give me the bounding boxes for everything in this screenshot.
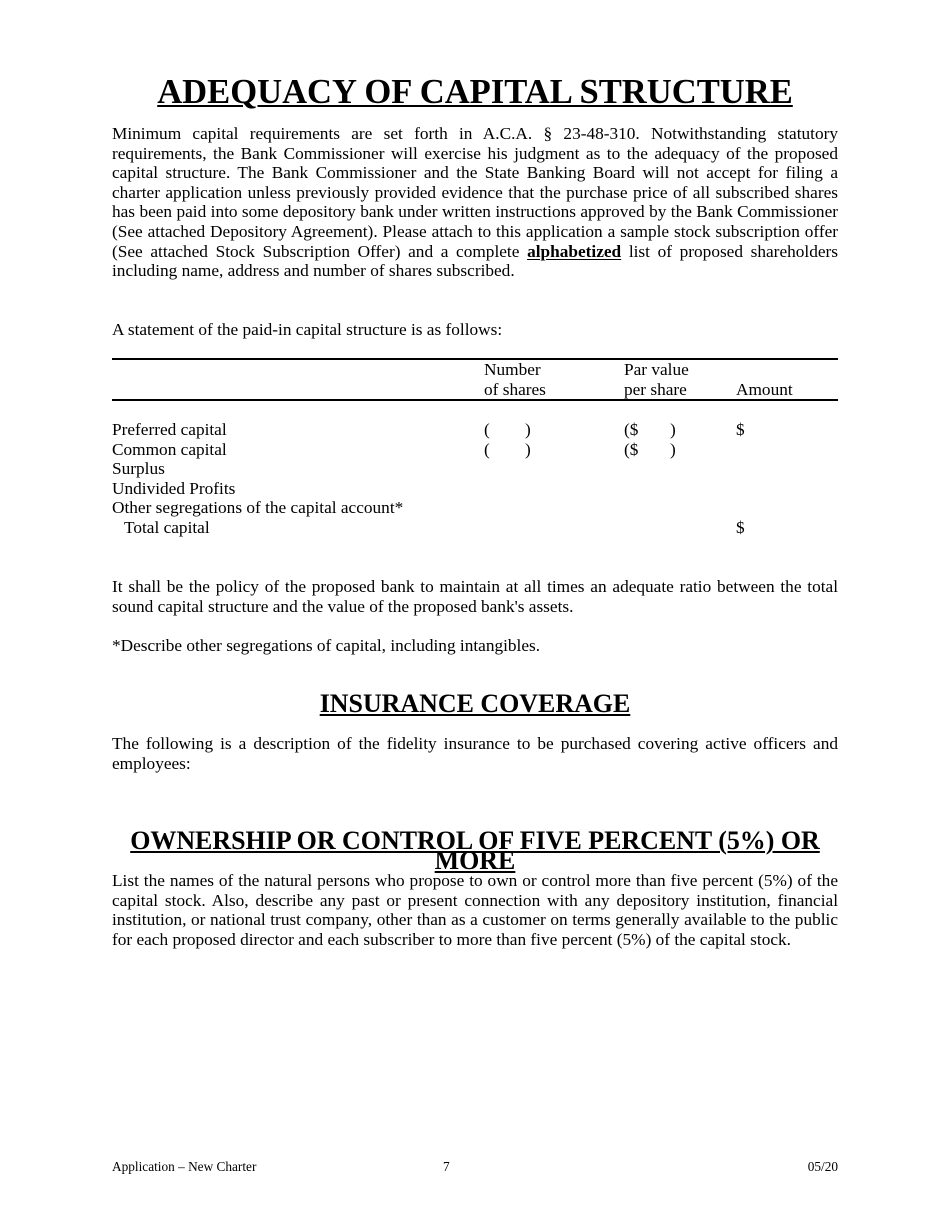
shares-close-paren: ) [525,440,531,459]
par-open: ($ [624,440,639,459]
shares-open-paren: ( [484,420,490,439]
policy-paragraph: It shall be the policy of the proposed bank to maintain at all times an adequate ratio between the total sound capital structure and the value of the proposed bank's assets. [112,577,838,616]
row-label: Preferred capital [112,420,227,439]
header-shares-line1: Number [484,360,541,379]
row-label: Other segregations of the capital account* [112,498,404,517]
footer-left: Application – New Charter [112,1159,257,1174]
row-label: Total capital [124,518,210,537]
footer-page-number: 7 [443,1159,450,1174]
header-par-line1: Par value [624,360,689,379]
ownership-paragraph: List the names of the natural persons who propose to own or control more than five percent (5%) of the capital stock. Also, describe any past or present connection with any depository institution, financial institution, or national trust company, other than as a customer on terms generally available to the public for each proposed director and each subscriber to more than five percent (5%) of the capital stock. [112,871,838,949]
par-open: ($ [624,420,639,439]
ownership-heading: OWNERSHIP OR CONTROL OF FIVE PERCENT (5%) OR MORE [130,826,820,875]
insurance-paragraph: The following is a description of the fidelity insurance to be purchased covering active officers and employees: [112,734,838,773]
header-amount: Amount [736,380,793,399]
capital-footnote: *Describe other segregations of capital, including intangibles. [112,636,541,655]
footer-date: 05/20 [807,1159,838,1174]
row-label: Surplus [112,459,165,478]
capital-requirements-paragraph [112,124,838,281]
row-label: Undivided Profits [112,479,236,498]
table-header-rule [112,399,838,401]
insurance-heading: INSURANCE COVERAGE [319,689,631,718]
shares-close-paren: ) [525,420,531,439]
capital-paragraph-text: Minimum capital requirements are set forth in A.C.A. § 23-48-310. Notwithstanding statutory requirements, the Bank Commissioner will exercise his judgment as to the adequacy of the proposed capital structure. The Bank Commissioner and the State Banking Board will not accept for filing a charter application unless previously provided evidence that the purchase price of all subscribed shares has been paid into some depository bank under written instructions approved by the Bank Commissioner (See attached Depository Agreement). Please attach to this application a sample stock subscription offer (See attached Stock Subscription Offer) and a complete [112,124,838,261]
table-top-rule [112,358,838,360]
header-shares-line2: of shares [484,380,546,399]
shares-open-paren: ( [484,440,490,459]
capital-structure-heading: ADEQUACY OF CAPITAL STRUCTURE [157,73,793,111]
document-page [112,0,838,1230]
header-par-line2: per share [624,380,687,399]
par-close-paren: ) [670,420,676,439]
statement-intro: A statement of the paid-in capital structure is as follows: [112,320,503,339]
amount-cell: $ [736,420,745,439]
capital-paragraph-tail: list of proposed shareholders including name, address and number of shares subscribed. [112,241,838,281]
amount-cell: $ [736,518,745,537]
alphabetized-emphasis: alphabetized [527,241,622,261]
par-close-paren: ) [670,440,676,459]
row-label: Common capital [112,440,227,459]
